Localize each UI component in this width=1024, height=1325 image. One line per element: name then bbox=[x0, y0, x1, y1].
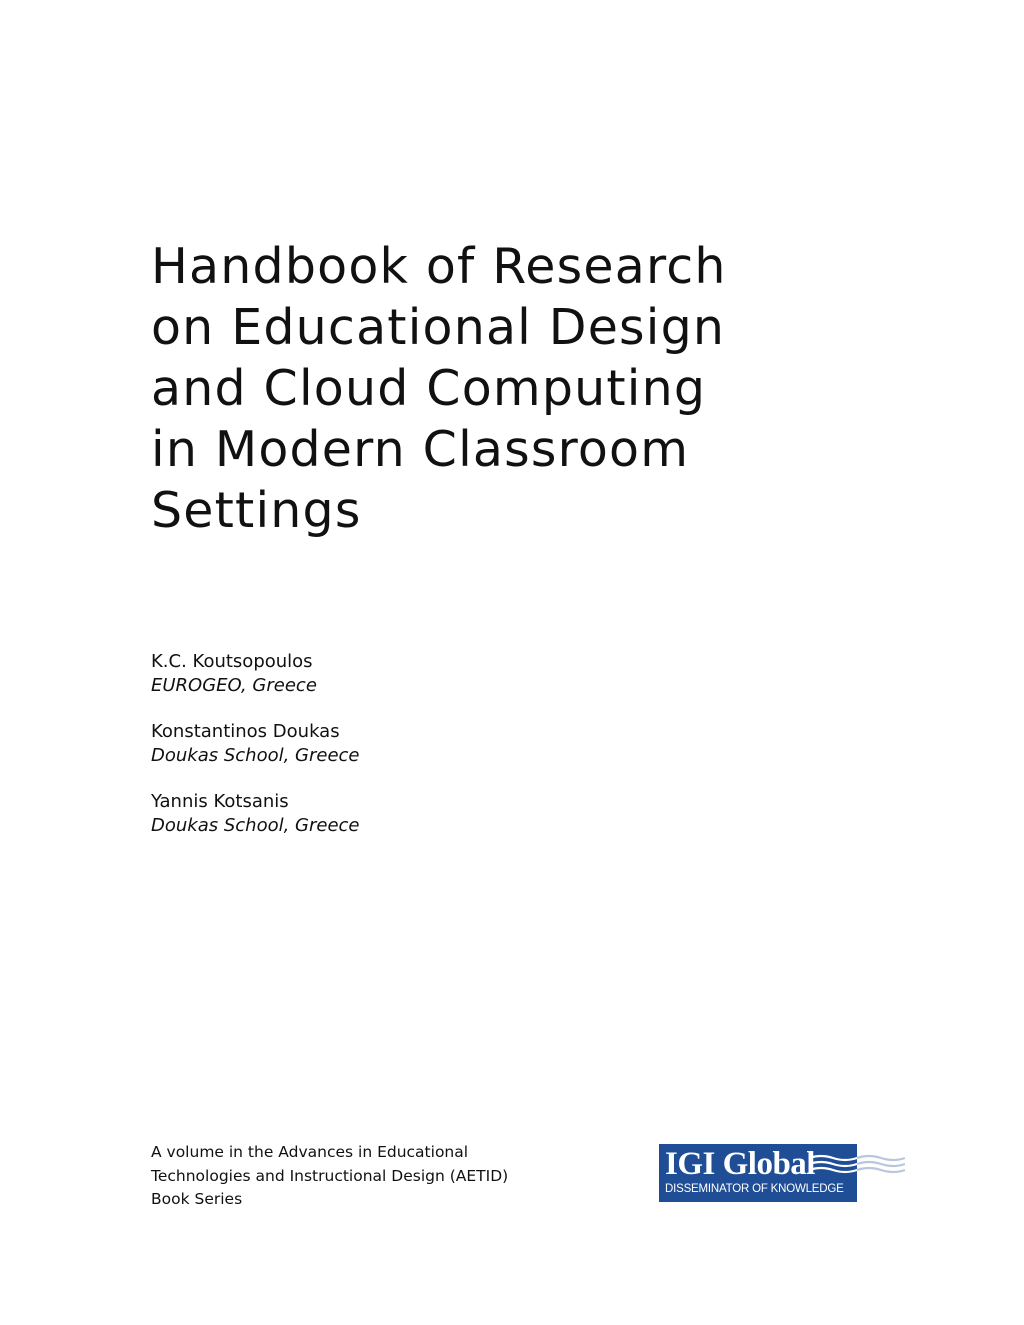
series-line: Technologies and Instructional Design (AETID) bbox=[151, 1166, 509, 1185]
author-name: Konstantinos Doukas bbox=[151, 721, 340, 742]
book-title bbox=[151, 236, 851, 541]
logo-name: IGI Global bbox=[665, 1146, 815, 1182]
author-affiliation: Doukas School, Greece bbox=[151, 814, 360, 836]
author-list bbox=[151, 650, 651, 860]
series-line: Book Series bbox=[151, 1190, 243, 1208]
waves-icon bbox=[807, 1152, 905, 1182]
title-line: on Educational Design bbox=[151, 299, 726, 356]
author-affiliation: Doukas School, Greece bbox=[151, 744, 360, 766]
series-line: A volume in the Advances in Educational bbox=[151, 1143, 469, 1161]
title-line: in Modern Classroom bbox=[151, 421, 690, 478]
title-line: Handbook of Research bbox=[151, 238, 727, 295]
author-affiliation: EUROGEO, Greece bbox=[151, 674, 317, 696]
author-name: Yannis Kotsanis bbox=[151, 791, 289, 812]
author-entry bbox=[151, 790, 651, 837]
book-series-note bbox=[151, 1141, 571, 1212]
title-line: Settings bbox=[151, 482, 362, 539]
publisher-logo bbox=[659, 1144, 905, 1202]
title-line: and Cloud Computing bbox=[151, 360, 707, 417]
author-entry bbox=[151, 650, 651, 697]
author-name: K.C. Koutsopoulos bbox=[151, 651, 313, 672]
logo-tagline: DISSEMINATOR OF KNOWLEDGE bbox=[665, 1183, 844, 1195]
author-entry bbox=[151, 720, 651, 767]
